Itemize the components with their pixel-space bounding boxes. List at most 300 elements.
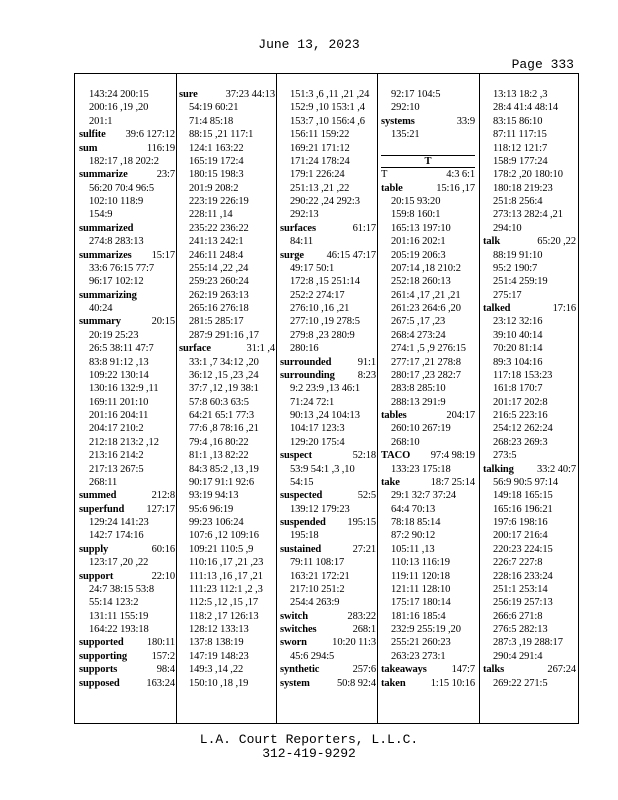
- index-refs-continuation: 251:4 259:19: [493, 276, 548, 288]
- index-refs-continuation: 172:8 ,15 251:14: [290, 276, 360, 288]
- index-refs-continuation: 71:24 72:1: [290, 396, 335, 408]
- index-column-1: [79, 88, 175, 723]
- index-refs-continuation: 165:16 196:21: [493, 503, 553, 515]
- index-refs-continuation: 163:21 172:21: [290, 570, 350, 582]
- index-entry: [79, 636, 175, 649]
- index-refs-continuation: 142:7 174:16: [89, 530, 144, 542]
- index-refs-continuation: 70:20 81:14: [493, 343, 543, 355]
- index-refs-continuation: 121:11 128:10: [391, 583, 451, 595]
- footer-company: L.A. Court Reporters, L.L.C.: [199, 732, 419, 747]
- index-entry: [79, 249, 175, 262]
- index-entry: [79, 289, 175, 302]
- index-refs-continuation: 88:19 91:10: [493, 249, 543, 261]
- index-refs-continuation: 54:19 60:21: [189, 102, 239, 114]
- index-refs: 52:18: [352, 450, 376, 462]
- index-term: supports: [79, 664, 118, 676]
- index-entry: [483, 235, 576, 248]
- index-refs-continuation: 161:8 170:7: [493, 383, 543, 395]
- index-refs-continuation: 20:19 25:23: [89, 329, 139, 341]
- index-refs-continuation: 287:9 291:16 ,17: [189, 329, 259, 341]
- index-column-3: [280, 88, 376, 723]
- index-term: surfaces: [280, 222, 316, 234]
- index-refs-continuation: 105:11 ,13: [391, 543, 435, 555]
- index-refs-continuation: 179:1 226:24: [290, 169, 345, 181]
- index-entry: [280, 369, 376, 382]
- index-refs: 163:24: [146, 677, 175, 689]
- index-refs-continuation: 288:13 291:9: [391, 396, 446, 408]
- index-refs-continuation: 169:21 171:12: [290, 142, 350, 154]
- index-refs-continuation: 252:18 260:13: [391, 276, 451, 288]
- index-refs-continuation: 147:19 148:23: [189, 650, 249, 662]
- index-entry: [381, 677, 475, 690]
- index-term: synthetic: [280, 664, 320, 676]
- index-entry: [280, 516, 376, 529]
- index-term: supported: [79, 637, 124, 649]
- index-refs-continuation: 109:22 130:14: [89, 369, 149, 381]
- index-refs-continuation: 130:16 132:9 ,11: [89, 383, 159, 395]
- index-refs: 65:20 ,22: [537, 236, 576, 248]
- index-refs-continuation: 24:7 38:15 53:8: [89, 583, 155, 595]
- index-refs: 157:2: [151, 650, 175, 662]
- index-box: [74, 73, 579, 724]
- index-refs: 267:24: [547, 664, 576, 676]
- index-refs-continuation: 204:17 210:2: [89, 423, 144, 435]
- index-entry: [381, 663, 475, 676]
- index-term: surrounded: [280, 356, 332, 368]
- index-refs-continuation: 276:10 ,16 ,21: [290, 303, 350, 314]
- index-refs-continuation: 180:15 198:3: [189, 169, 244, 181]
- index-refs-continuation: 268:11: [89, 476, 118, 488]
- index-refs-continuation: 102:10 118:9: [89, 196, 144, 207]
- index-refs-continuation: 266:6 271:8: [493, 610, 543, 622]
- index-refs-continuation: 90:17 91:1 92:6: [189, 476, 255, 488]
- index-refs-continuation: 169:11 201:10: [89, 396, 149, 408]
- index-refs-continuation: 277:17 ,21 278:8: [391, 356, 461, 368]
- index-refs-continuation: 200:16 ,19 ,20: [89, 102, 149, 114]
- index-refs-continuation: 280:17 ,23 282:7: [391, 369, 461, 381]
- index-entry: [280, 663, 376, 676]
- index-entry: [79, 222, 175, 235]
- index-refs: 283:22: [347, 610, 376, 622]
- index-refs: 60:16: [151, 543, 175, 555]
- index-refs-continuation: 201:16 202:1: [391, 236, 446, 248]
- index-refs-continuation: 273:5: [493, 450, 517, 462]
- index-refs: 39:6 127:12: [125, 129, 175, 141]
- index-refs-continuation: 217:13 267:5: [89, 463, 144, 475]
- index-refs-continuation: 57:8 60:3 63:5: [189, 396, 249, 408]
- index-refs-continuation: 83:15 86:10: [493, 115, 543, 127]
- index-entry: [79, 128, 175, 141]
- index-refs: 116:19: [146, 142, 175, 154]
- index-refs-continuation: 9:2 23:9 ,13 46:1: [290, 383, 361, 395]
- index-term: table: [381, 182, 403, 194]
- index-term: talked: [483, 303, 511, 314]
- index-refs: 18:7 25:14: [430, 476, 475, 488]
- index-refs-continuation: 277:10 ,19 278:5: [290, 316, 360, 328]
- index-term: talks: [483, 664, 505, 676]
- index-refs-continuation: 267:5 ,17 ,23: [391, 316, 446, 328]
- index-entry: [381, 168, 475, 181]
- index-refs-continuation: 232:9 255:19 ,20: [391, 624, 461, 635]
- index-refs-continuation: 294:10: [493, 222, 522, 234]
- index-refs-continuation: 269:22 271:5: [493, 677, 548, 689]
- index-refs-continuation: 40:24: [89, 303, 113, 314]
- index-entry: [483, 302, 576, 315]
- index-refs: 33:2 40:7: [536, 463, 576, 475]
- index-refs: 268:1: [352, 624, 376, 635]
- index-refs-continuation: 165:13 197:10: [391, 222, 451, 234]
- index-term: sustained: [280, 543, 322, 555]
- index-refs-continuation: 78:18 85:14: [391, 517, 441, 528]
- index-refs-continuation: 39:10 40:14: [493, 329, 543, 341]
- index-refs-continuation: 251:8 256:4: [493, 196, 543, 207]
- index-refs-continuation: 49:17 50:1: [290, 262, 335, 274]
- index-term: summed: [79, 490, 117, 502]
- index-refs-continuation: 55:14 123:2: [89, 597, 139, 609]
- index-refs-continuation: 235:22 236:22: [189, 222, 249, 234]
- index-refs-continuation: 201:9 208:2: [189, 182, 239, 194]
- index-refs-continuation: 89:3 104:16: [493, 356, 543, 368]
- index-refs-continuation: 149:3 ,14 ,22: [189, 664, 244, 676]
- index-entry: [280, 543, 376, 556]
- index-refs: 31:1 ,4: [246, 343, 275, 355]
- index-entry: [79, 142, 175, 155]
- index-entry: [280, 677, 376, 690]
- index-entry: [280, 356, 376, 369]
- index-refs-continuation: 246:11 248:4: [189, 249, 244, 261]
- index-refs-continuation: 201:17 202:8: [493, 396, 548, 408]
- index-refs-continuation: 96:17 102:12: [89, 276, 144, 288]
- index-entry: [280, 249, 376, 262]
- index-refs-continuation: 195:18: [290, 530, 319, 542]
- index-term: supporting: [79, 650, 128, 662]
- index-refs-continuation: 292:10: [391, 102, 420, 114]
- index-entry: [280, 222, 376, 235]
- index-refs-continuation: 175:17 180:14: [391, 597, 451, 609]
- index-refs-continuation: 149:18 165:15: [493, 490, 553, 502]
- index-refs-continuation: 110:13 116:19: [391, 557, 450, 569]
- section-letter: T: [381, 155, 475, 168]
- index-refs-continuation: 281:5 285:17: [189, 316, 244, 328]
- index-entry: [280, 489, 376, 502]
- index-term: summarizing: [79, 289, 137, 301]
- index-refs-continuation: 158:9 177:24: [493, 155, 548, 167]
- index-term: tables: [381, 410, 407, 421]
- index-refs-continuation: 279:8 ,23 280:9: [290, 329, 355, 341]
- index-refs-continuation: 263:23 273:1: [391, 650, 446, 662]
- index-refs-continuation: 26:5 38:11 47:7: [89, 343, 154, 355]
- index-refs-continuation: 159:8 160:1: [391, 209, 441, 221]
- index-refs-continuation: 36:12 ,15 ,23 ,24: [189, 369, 259, 381]
- index-entry: [381, 449, 475, 462]
- index-refs-continuation: 164:22 193:18: [89, 624, 149, 635]
- index-column-5: [483, 88, 576, 723]
- index-refs-continuation: 123:17 ,20 ,22: [89, 557, 149, 569]
- index-refs: 37:23 44:13: [225, 89, 275, 100]
- index-term: sulfite: [79, 129, 106, 141]
- index-refs-continuation: 150:10 ,18 ,19: [189, 677, 249, 689]
- index-refs-continuation: 64:4 70:13: [391, 503, 436, 515]
- index-refs-continuation: 156:11 159:22: [290, 129, 350, 141]
- index-entry: [79, 489, 175, 502]
- index-refs-continuation: 23:12 32:16: [493, 316, 543, 328]
- index-refs-continuation: 220:23 224:15: [493, 543, 553, 555]
- index-refs-continuation: 33:1 ,7 34:12 ,20: [189, 356, 259, 368]
- index-refs-continuation: 143:24 200:15: [89, 89, 149, 100]
- index-refs: 22:10: [151, 570, 175, 582]
- index-refs: 195:15: [347, 517, 376, 528]
- index-refs-continuation: 252:2 274:17: [290, 289, 345, 301]
- index-entry: [280, 623, 376, 636]
- index-entry: [483, 463, 576, 476]
- index-term: surge: [280, 249, 304, 261]
- index-refs-continuation: 181:16 185:4: [391, 610, 446, 622]
- index-refs-continuation: 81:1 ,13 82:22: [189, 450, 249, 462]
- index-refs-continuation: 283:8 285:10: [391, 383, 446, 395]
- index-refs-continuation: 262:19 263:13: [189, 289, 249, 301]
- index-refs-continuation: 153:7 ,10 156:4 ,6: [290, 115, 365, 127]
- index-term: summarizes: [79, 249, 132, 261]
- index-term: surface: [179, 343, 211, 355]
- index-refs-continuation: 54:15: [290, 476, 314, 488]
- index-refs: 212:8: [151, 490, 175, 502]
- index-term: talk: [483, 236, 501, 248]
- index-refs: 61:17: [352, 222, 376, 234]
- index-refs-continuation: 64:21 65:1 77:3: [189, 410, 255, 421]
- index-refs-continuation: 133:23 175:18: [391, 463, 451, 475]
- index-column-2: [179, 88, 275, 723]
- index-refs: 1:15 10:16: [430, 677, 475, 689]
- index-refs-continuation: 93:19 94:13: [189, 490, 239, 502]
- index-refs-continuation: 280:16: [290, 343, 319, 355]
- index-refs-continuation: 292:13: [290, 209, 319, 221]
- index-entry: [179, 88, 275, 101]
- index-refs: 15:16 ,17: [436, 182, 475, 194]
- index-refs-continuation: 110:16 ,17 ,21 ,23: [189, 557, 264, 569]
- index-term: sworn: [280, 637, 307, 649]
- index-refs-continuation: 201:16 204:11: [89, 410, 149, 421]
- index-refs: 52:5: [357, 490, 376, 502]
- index-term: suspended: [280, 517, 326, 528]
- index-refs: 20:15: [151, 316, 175, 328]
- index-refs: 15:17: [151, 249, 175, 261]
- column-divider: [479, 74, 480, 723]
- index-entry: [79, 315, 175, 328]
- index-refs: 50:8 92:4: [336, 677, 376, 689]
- index-entry: [79, 543, 175, 556]
- index-refs-continuation: 268:10: [391, 436, 420, 448]
- index-refs-continuation: 256:19 257:13: [493, 597, 553, 609]
- index-term: suspect: [280, 450, 312, 462]
- index-refs-continuation: 261:4 ,17 ,21 ,21: [391, 289, 461, 301]
- index-refs-continuation: 117:18 153:23: [493, 369, 553, 381]
- index-refs: 91:1: [357, 356, 376, 368]
- index-refs-continuation: 71:4 85:18: [189, 115, 234, 127]
- index-term: sum: [79, 142, 98, 154]
- index-refs-continuation: 79:4 ,16 80:22: [189, 436, 249, 448]
- index-term: takeaways: [381, 664, 427, 676]
- blank-line: [381, 142, 475, 155]
- index-refs-continuation: 90:13 ,24 104:13: [290, 410, 360, 421]
- index-refs-continuation: 180:18 219:23: [493, 182, 553, 194]
- index-entry: [79, 503, 175, 516]
- index-refs-continuation: 118:12 121:7: [493, 142, 548, 154]
- index-refs-continuation: 111:23 112:1 ,2 ,3: [189, 583, 263, 595]
- index-entry: [381, 115, 475, 128]
- index-refs-continuation: 254:4 263:9: [290, 597, 340, 609]
- index-refs-continuation: 95:6 96:19: [189, 503, 234, 515]
- index-refs: 17:16: [552, 303, 576, 314]
- index-term: surrounding: [280, 369, 335, 381]
- index-entry: [79, 663, 175, 676]
- index-refs: 10:20 11:3: [332, 637, 376, 649]
- index-refs-continuation: 213:16 214:2: [89, 450, 144, 462]
- index-refs-continuation: 33:6 76:15 77:7: [89, 262, 155, 274]
- index-refs-continuation: 223:19 226:19: [189, 196, 249, 207]
- index-refs-continuation: 290:22 ,24 292:3: [290, 196, 360, 207]
- index-refs-continuation: 261:23 264:6 ,20: [391, 303, 461, 314]
- index-refs-continuation: 99:23 106:24: [189, 517, 244, 528]
- index-entry: [280, 610, 376, 623]
- index-refs-continuation: 241:13 242:1: [189, 236, 244, 248]
- index-term: T: [381, 169, 388, 181]
- index-refs: 97:4 98:19: [430, 450, 475, 462]
- index-refs-continuation: 212:18 213:2 ,12: [89, 436, 159, 448]
- index-column-4: [381, 88, 475, 723]
- index-refs-continuation: 228:11 ,14: [189, 209, 233, 221]
- index-entry: [79, 650, 175, 663]
- index-refs-continuation: 13:13 18:2 ,3: [493, 89, 548, 100]
- index-refs-continuation: 129:20 175:4: [290, 436, 345, 448]
- index-refs-continuation: 290:4 291:4: [493, 650, 543, 662]
- footer: [0, 733, 618, 761]
- index-term: systems: [381, 115, 415, 127]
- index-refs-continuation: 254:12 262:24: [493, 423, 553, 435]
- index-refs: 4:3 6:1: [446, 169, 475, 181]
- index-entry: [79, 570, 175, 583]
- index-refs-continuation: 260:10 267:19: [391, 423, 451, 435]
- index-refs-continuation: 37:7 ,12 ,19 38:1: [189, 383, 259, 395]
- index-term: superfund: [79, 503, 125, 515]
- index-refs-continuation: 178:2 ,20 180:10: [493, 169, 563, 181]
- index-refs-continuation: 201:1: [89, 115, 113, 127]
- index-refs-continuation: 77:6 ,8 78:16 ,21: [189, 423, 259, 435]
- index-refs: 46:15 47:17: [326, 249, 376, 261]
- index-refs-continuation: 87:2 90:12: [391, 530, 436, 542]
- index-entry: [280, 636, 376, 649]
- index-entry: [79, 677, 175, 690]
- index-term: summary: [79, 316, 121, 328]
- index-refs-continuation: 268:4 273:24: [391, 329, 446, 341]
- index-term: support: [79, 570, 114, 582]
- index-refs-continuation: 129:24 141:23: [89, 517, 149, 528]
- index-refs-continuation: 128:12 133:13: [189, 624, 249, 635]
- index-term: taken: [381, 677, 406, 689]
- index-refs-continuation: 139:12 179:23: [290, 503, 350, 515]
- index-refs: 33:9: [456, 115, 475, 127]
- index-refs: 147:7: [451, 664, 475, 676]
- index-refs-continuation: 124:1 163:22: [189, 142, 244, 154]
- index-refs-continuation: 217:10 251:2: [290, 583, 345, 595]
- index-entry: [381, 409, 475, 422]
- index-refs-continuation: 273:13 282:4 ,21: [493, 209, 563, 221]
- index-entry: [381, 182, 475, 195]
- index-refs-continuation: 182:17 ,18 202:2: [89, 155, 159, 167]
- index-term: talking: [483, 463, 514, 475]
- index-refs: 23:7: [156, 169, 175, 181]
- index-term: switches: [280, 624, 317, 635]
- index-refs-continuation: 265:16 276:18: [189, 303, 249, 314]
- index-refs-continuation: 274:1 ,5 ,9 276:15: [391, 343, 466, 355]
- index-refs-continuation: 207:14 ,18 210:2: [391, 262, 461, 274]
- index-refs-continuation: 275:17: [493, 289, 522, 301]
- index-refs-continuation: 216:5 223:16: [493, 410, 548, 421]
- index-refs-continuation: 268:23 269:3: [493, 436, 548, 448]
- index-entry: [381, 476, 475, 489]
- index-refs: 127:17: [146, 503, 175, 515]
- index-refs-continuation: 228:16 233:24: [493, 570, 553, 582]
- index-refs-continuation: 28:4 41:4 48:14: [493, 102, 559, 114]
- index-term: TACO: [381, 450, 411, 462]
- index-refs-continuation: 154:9: [89, 209, 113, 221]
- index-refs: 98:4: [156, 664, 175, 676]
- index-refs-continuation: 251:13 ,21 ,22: [290, 182, 350, 194]
- index-refs-continuation: 255:14 ,22 ,24: [189, 262, 249, 274]
- index-refs-continuation: 226:7 227:8: [493, 557, 543, 569]
- index-entry: [483, 663, 576, 676]
- index-refs-continuation: 137:8 138:19: [189, 637, 244, 649]
- index-term: summarized: [79, 222, 134, 234]
- index-term: supposed: [79, 677, 120, 689]
- index-refs-continuation: 135:21: [391, 129, 420, 141]
- index-refs-continuation: 84:11: [290, 236, 314, 248]
- footer-phone: 312-419-9292: [262, 746, 356, 761]
- index-refs-continuation: 111:13 ,16 ,17 ,21: [189, 570, 263, 582]
- index-entry: [179, 342, 275, 355]
- index-refs-continuation: 251:1 253:14: [493, 583, 548, 595]
- index-refs-continuation: 197:6 198:16: [493, 517, 548, 528]
- index-refs-continuation: 151:3 ,6 ,11 ,21 ,24: [290, 89, 370, 100]
- index-refs-continuation: 95:2 190:7: [493, 262, 538, 274]
- index-refs-continuation: 287:3 ,19 288:17: [493, 637, 563, 649]
- index-term: summarize: [79, 169, 128, 181]
- index-term: sure: [179, 89, 198, 100]
- index-refs-continuation: 255:21 260:23: [391, 637, 451, 649]
- index-refs-continuation: 87:11 117:15: [493, 129, 547, 141]
- index-refs-continuation: 45:6 294:5: [290, 650, 335, 662]
- index-refs-continuation: 118:2 ,17 126:13: [189, 610, 259, 622]
- index-refs: 180:11: [146, 637, 175, 649]
- index-refs-continuation: 109:21 110:5 ,9: [189, 543, 254, 555]
- index-refs-continuation: 92:17 104:5: [391, 89, 441, 100]
- index-refs-continuation: 88:15 ,21 117:1: [189, 129, 254, 141]
- index-refs-continuation: 56:9 90:5 97:14: [493, 476, 559, 488]
- index-refs-continuation: 53:9 54:1 ,3 ,10: [290, 463, 355, 475]
- index-refs: 257:6: [352, 664, 376, 676]
- index-refs-continuation: 131:11 155:19: [89, 610, 149, 622]
- index-refs: 8:23: [357, 369, 376, 381]
- page-number: Page 333: [511, 57, 574, 72]
- column-divider: [176, 74, 177, 723]
- index-refs-continuation: 205:19 206:3: [391, 249, 446, 261]
- index-refs-continuation: 171:24 178:24: [290, 155, 350, 167]
- index-refs-continuation: 200:17 216:4: [493, 530, 548, 542]
- index-refs-continuation: 79:11 108:17: [290, 557, 345, 569]
- index-term: supply: [79, 543, 109, 555]
- index-refs: 204:17: [446, 410, 475, 421]
- index-refs-continuation: 84:3 85:2 ,13 ,19: [189, 463, 259, 475]
- index-refs: 27:21: [352, 543, 376, 555]
